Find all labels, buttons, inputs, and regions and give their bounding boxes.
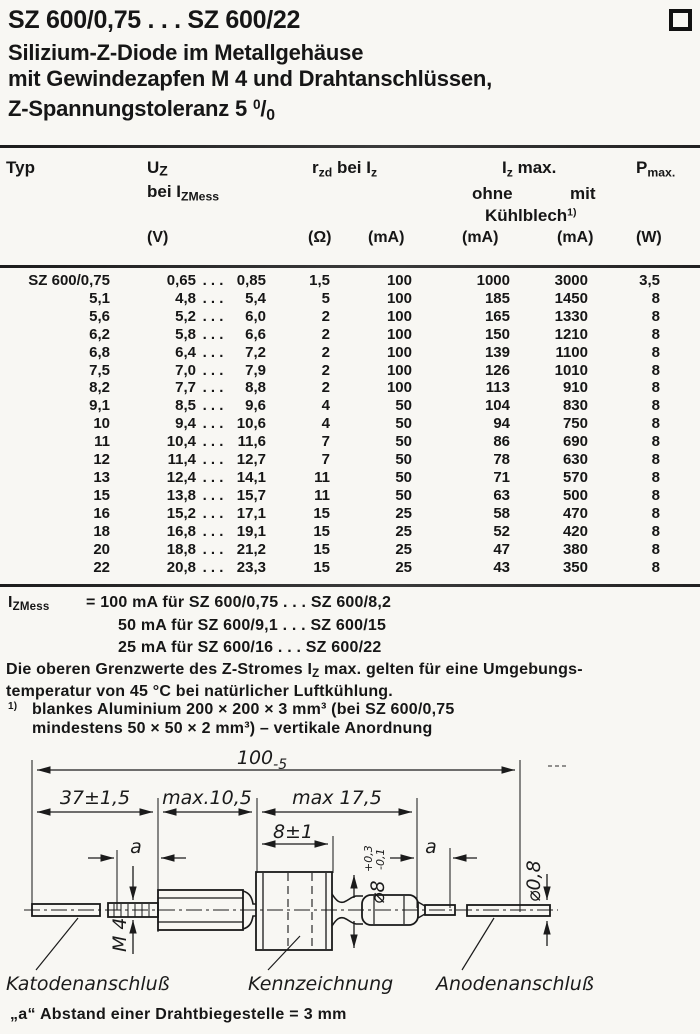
table-row xyxy=(0,272,662,290)
col-header-kuehlblech: Kühlblech$^{1)}$ xyxy=(485,206,577,225)
table-row xyxy=(0,559,662,577)
cell-dots: . . . xyxy=(202,558,224,576)
col-header-uz: UZ xyxy=(147,158,168,179)
page-title: SZ 600/0,75 . . . SZ 600/22 xyxy=(8,6,301,34)
col-header-rzd: $r_{zd}$ bei $I_z$ xyxy=(312,158,378,180)
dim-body-diameter: ⌀8 xyxy=(367,880,389,904)
table-row xyxy=(0,451,662,469)
cell-uz-max: 12,7 xyxy=(236,451,266,469)
cell-typ: 6,8 xyxy=(89,343,110,361)
cell-uz-max: 8,8 xyxy=(245,379,266,397)
cell-rzd: 2 xyxy=(321,343,330,361)
cell-uz-max: 23,3 xyxy=(236,558,266,576)
cell-iz: 50 xyxy=(395,486,412,504)
cell-typ: 15 xyxy=(93,486,110,504)
rule-table-bottom xyxy=(0,584,700,587)
cell-uz-min: 13,8 xyxy=(166,486,196,504)
table-row xyxy=(0,290,662,308)
percent-denominator: 0 xyxy=(266,107,275,125)
cell-pmax: 8 xyxy=(651,558,660,576)
footnote-alu-line-1: blankes Aluminium 200 × 200 × 3 mm³ (bei SZ 600/0,75 xyxy=(32,701,455,718)
cell-uz-max: 10,6 xyxy=(236,415,266,433)
cell-dots: . . . xyxy=(202,415,224,433)
table-row xyxy=(0,362,662,380)
cell-rzd: 4 xyxy=(321,415,330,433)
cell-typ: 6,2 xyxy=(89,325,110,343)
cell-uz-max: 7,2 xyxy=(245,343,266,361)
cell-uz-min: 20,8 xyxy=(166,558,196,576)
unit-ma-3: (mA) xyxy=(557,229,594,246)
cell-iz-mit: 470 xyxy=(562,504,588,522)
cell-dots: . . . xyxy=(202,289,224,307)
cell-iz-mit: 690 xyxy=(562,433,588,451)
cell-iz: 50 xyxy=(395,397,412,415)
cell-iz-ohne: 139 xyxy=(484,343,510,361)
cell-uz-min: 5,8 xyxy=(175,325,196,343)
cell-dots: . . . xyxy=(202,307,224,325)
cell-iz-mit: 420 xyxy=(562,522,588,540)
cell-uz-max: 11,6 xyxy=(237,433,266,451)
cell-iz-ohne: 58 xyxy=(493,504,510,522)
cell-uz-min: 18,8 xyxy=(166,540,196,558)
cell-dots: . . . xyxy=(202,504,224,522)
cell-iz: 100 xyxy=(386,361,412,379)
cell-uz-max: 5,4 xyxy=(245,289,266,307)
cell-pmax: 8 xyxy=(651,486,660,504)
cell-rzd: 11 xyxy=(314,468,330,486)
unit-ma-2: (mA) xyxy=(462,229,499,246)
dim-a-left: a xyxy=(130,836,142,858)
cell-dots: . . . xyxy=(202,272,224,289)
cell-dots: . . . xyxy=(202,325,224,343)
cell-iz: 100 xyxy=(386,307,412,325)
dim-body-diameter-tol-plus: +0,3 xyxy=(362,845,375,872)
cell-dots: . . . xyxy=(202,486,224,504)
cell-uz-min: 5,2 xyxy=(175,307,196,325)
rule-top xyxy=(0,145,700,148)
label-anode: Anodenanschluß xyxy=(436,973,594,995)
cell-iz: 100 xyxy=(386,379,412,397)
cell-typ: 20 xyxy=(93,540,110,558)
unit-ma-1: (mA) xyxy=(368,229,405,246)
cell-iz-mit: 1330 xyxy=(554,307,588,325)
cell-iz-mit: 1210 xyxy=(554,325,588,343)
cell-pmax: 8 xyxy=(651,451,660,469)
cell-iz-mit: 500 xyxy=(562,486,588,504)
cell-iz-ohne: 150 xyxy=(484,325,510,343)
table-row xyxy=(0,397,662,415)
table-row xyxy=(0,469,662,487)
cell-iz-ohne: 86 xyxy=(493,433,510,451)
cell-iz-mit: 1100 xyxy=(555,343,588,361)
cell-uz-max: 6,6 xyxy=(245,325,266,343)
dim-a-right: a xyxy=(425,836,437,858)
cell-uz-max: 6,0 xyxy=(245,307,266,325)
cell-iz-mit: 3000 xyxy=(554,272,588,289)
cell-typ: 11 xyxy=(94,433,110,451)
cell-iz: 25 xyxy=(395,558,412,576)
cell-uz-min: 6,4 xyxy=(175,343,196,361)
table-row xyxy=(0,379,662,397)
cell-rzd: 2 xyxy=(321,361,330,379)
cell-iz-ohne: 126 xyxy=(484,361,510,379)
label-marking: Kennzeichnung xyxy=(248,973,394,995)
leader-lines xyxy=(36,918,494,970)
cell-uz-min: 7,7 xyxy=(175,379,196,397)
cell-uz-min: 16,8 xyxy=(166,522,196,540)
footnote-izmess-line-1: = 100 mA für SZ 600/0,75 . . . SZ 600/8,2 xyxy=(86,594,392,611)
cell-iz-ohne: 1000 xyxy=(476,272,510,289)
cell-uz-min: 0,65 xyxy=(166,272,196,289)
cell-iz: 25 xyxy=(395,522,412,540)
cell-rzd: 2 xyxy=(321,379,330,397)
cell-uz-min: 10,4 xyxy=(166,433,196,451)
cell-uz-min: 4,8 xyxy=(175,289,196,307)
cell-rzd: 15 xyxy=(313,504,330,522)
cell-rzd: 15 xyxy=(313,522,330,540)
dim-band-width: 8±1 xyxy=(272,821,314,843)
cell-rzd: 2 xyxy=(321,307,330,325)
footnote-limits-line-1: Die oberen Grenzwerte des Z-Stromes $I_Z$ max. gelten für eine Umgebungs- xyxy=(6,661,583,681)
cell-typ: 13 xyxy=(93,468,110,486)
cell-uz-min: 8,5 xyxy=(175,397,196,415)
cell-iz-ohne: 63 xyxy=(493,486,510,504)
cell-iz-ohne: 113 xyxy=(485,379,510,397)
footnote-limits-line-2: temperatur von 45 °C bei natürlicher Luftkühlung. xyxy=(6,683,393,700)
cell-rzd: 15 xyxy=(313,540,330,558)
cell-pmax: 8 xyxy=(651,361,660,379)
cell-iz-mit: 830 xyxy=(562,397,588,415)
footnote-izmess-line-2: 50 mA für SZ 600/9,1 . . . SZ 600/15 xyxy=(118,617,387,634)
table-row xyxy=(0,505,662,523)
subtitle-line-2: mit Gewindezapfen M 4 und Drahtanschlüssen, xyxy=(8,66,493,91)
table-row xyxy=(0,326,662,344)
cell-iz: 100 xyxy=(386,289,412,307)
table-row xyxy=(0,541,662,559)
cell-rzd: 4 xyxy=(321,397,330,415)
cell-iz-ohne: 94 xyxy=(493,415,510,433)
cell-dots: . . . xyxy=(202,468,224,486)
cell-iz: 25 xyxy=(395,504,412,522)
cell-iz: 100 xyxy=(386,272,412,289)
cell-pmax: 8 xyxy=(651,468,660,486)
dim-body-length: max 17,5 xyxy=(292,787,382,809)
cell-iz-mit: 570 xyxy=(562,468,588,486)
cell-rzd: 1,5 xyxy=(309,272,330,289)
cell-iz-mit: 1010 xyxy=(554,361,588,379)
cell-typ: 16 xyxy=(93,504,110,522)
cell-rzd: 5 xyxy=(321,289,330,307)
cell-dots: . . . xyxy=(202,397,224,415)
cell-pmax: 8 xyxy=(651,522,660,540)
cell-iz-ohne: 185 xyxy=(484,289,510,307)
cell-pmax: 8 xyxy=(651,379,660,397)
cell-typ: 5,6 xyxy=(89,307,110,325)
thread-label: M 4 xyxy=(109,917,131,952)
cell-iz-ohne: 104 xyxy=(484,397,510,415)
footnote-izmess-line-3: 25 mA für SZ 600/16 . . . SZ 600/22 xyxy=(118,639,382,656)
extension-lines xyxy=(32,760,568,932)
cell-dots: . . . xyxy=(202,433,224,451)
cell-uz-max: 19,1 xyxy=(236,522,266,540)
cell-iz: 50 xyxy=(395,415,412,433)
cell-rzd: 15 xyxy=(313,558,330,576)
cell-uz-max: 17,1 xyxy=(236,504,266,522)
unit-w: (W) xyxy=(636,229,662,246)
cell-uz-max: 0,85 xyxy=(236,272,266,289)
cell-rzd: 7 xyxy=(321,451,330,469)
cell-rzd: 7 xyxy=(321,433,330,451)
cell-iz: 25 xyxy=(395,540,412,558)
rule-header xyxy=(0,265,700,268)
cell-iz: 100 xyxy=(386,325,412,343)
cell-iz: 100 xyxy=(386,343,412,361)
cell-uz-min: 9,4 xyxy=(175,415,196,433)
cell-dots: . . . xyxy=(202,540,224,558)
label-cathode: Katodenanschluß xyxy=(6,973,170,995)
cell-typ: 22 xyxy=(93,558,110,576)
cell-pmax: 8 xyxy=(651,540,660,558)
col-header-mit: mit xyxy=(570,184,596,203)
cell-typ: 10 xyxy=(93,415,110,433)
cell-uz-max: 7,9 xyxy=(245,361,266,379)
cell-rzd: 2 xyxy=(321,325,330,343)
cell-uz-max: 14,1 xyxy=(236,468,266,486)
cell-typ: 12 xyxy=(93,451,110,469)
table-row xyxy=(0,523,662,541)
table-row xyxy=(0,308,662,326)
col-header-typ: Typ xyxy=(6,158,35,177)
cell-dots: . . . xyxy=(202,343,224,361)
cell-iz-mit: 910 xyxy=(562,379,588,397)
cell-typ: 5,1 xyxy=(89,289,110,307)
cell-iz-ohne: 78 xyxy=(493,451,510,469)
cell-pmax: 8 xyxy=(651,289,660,307)
cell-dots: . . . xyxy=(202,361,224,379)
cell-pmax: 8 xyxy=(651,397,660,415)
table-row xyxy=(0,433,662,451)
table-row xyxy=(0,415,662,433)
cell-uz-min: 11,4 xyxy=(167,451,196,469)
cell-dots: . . . xyxy=(202,522,224,540)
cell-iz-ohne: 52 xyxy=(493,522,510,540)
cell-iz-mit: 630 xyxy=(562,451,588,469)
dim-overall-length: $100_{-5}$ xyxy=(236,747,288,773)
cell-iz-ohne: 43 xyxy=(493,558,510,576)
cell-rzd: 11 xyxy=(314,486,330,504)
footnote-alu-marker: 1) xyxy=(8,701,18,713)
cell-uz-max: 21,2 xyxy=(236,540,266,558)
cell-iz-ohne: 47 xyxy=(493,540,510,558)
dim-wire-length: 37±1,5 xyxy=(59,787,131,809)
cell-pmax: 8 xyxy=(651,325,660,343)
cell-typ: SZ 600/0,75 xyxy=(28,272,110,289)
percent-numerator: 0 xyxy=(252,97,261,112)
cell-pmax: 8 xyxy=(651,307,660,325)
cell-typ: 18 xyxy=(93,522,110,540)
corner-square-mark xyxy=(669,9,692,31)
ratings-table xyxy=(0,272,662,576)
col-header-ohne: ohne xyxy=(472,184,513,203)
cell-uz-min: 12,4 xyxy=(166,468,196,486)
cell-iz: 50 xyxy=(395,433,412,451)
cell-iz-mit: 350 xyxy=(562,558,588,576)
tolerance-text: Z-Spannungstoleranz 5 xyxy=(8,95,253,121)
cell-typ: 9,1 xyxy=(89,397,110,415)
table-row xyxy=(0,487,662,505)
outline-drawing xyxy=(0,740,700,1004)
cell-uz-min: 15,2 xyxy=(166,504,196,522)
footnote-izmess-label: $I_{ZMess}$ xyxy=(8,594,50,614)
dim-wire-diameter: ⌀0,8 xyxy=(523,860,545,902)
marking-band xyxy=(256,872,332,950)
drawing-caption: „a“ Abstand einer Drahtbiegestelle = 3 mm xyxy=(10,1006,347,1023)
col-header-pmax: $P_{max.}$ xyxy=(636,158,676,180)
cell-pmax: 8 xyxy=(651,415,660,433)
cell-dots: . . . xyxy=(202,451,224,469)
percent-slash: / xyxy=(260,95,267,121)
cell-typ: 8,2 xyxy=(89,379,110,397)
unit-ohm: (Ω) xyxy=(308,229,332,246)
table-row xyxy=(0,344,662,362)
cell-typ: 7,5 xyxy=(89,361,110,379)
cell-pmax: 8 xyxy=(651,504,660,522)
footnote-alu-line-2: mindestens 50 × 50 × 2 mm³) – vertikale Anordnung xyxy=(32,720,433,737)
cell-uz-max: 9,6 xyxy=(245,397,266,415)
cell-iz: 50 xyxy=(395,451,412,469)
cell-iz-ohne: 71 xyxy=(493,468,510,486)
dim-stud-length: max.10,5 xyxy=(162,787,252,809)
unit-v: (V) xyxy=(147,229,169,246)
cell-uz-max: 15,7 xyxy=(236,486,266,504)
cell-iz: 50 xyxy=(395,468,412,486)
cell-dots: . . . xyxy=(202,379,224,397)
cell-iz-mit: 1450 xyxy=(554,289,588,307)
cell-iz-ohne: 165 xyxy=(484,307,510,325)
cell-pmax: 3,5 xyxy=(639,272,660,289)
col-header-uz-condition: bei $I_{ZMess}$ xyxy=(147,182,220,204)
cell-iz-mit: 750 xyxy=(562,415,588,433)
subtitle-line-1: Silizium-Z-Diode im Metallgehäuse xyxy=(8,40,364,65)
cell-iz-mit: 380 xyxy=(562,540,588,558)
dim-body-diameter-tol-minus: -0,1 xyxy=(374,848,387,870)
cell-pmax: 8 xyxy=(651,433,660,451)
cell-pmax: 8 xyxy=(651,343,660,361)
subtitle-line-3 xyxy=(8,92,275,129)
col-header-izmax: $I_z$ max. xyxy=(502,158,557,180)
cell-uz-min: 7,0 xyxy=(175,361,196,379)
